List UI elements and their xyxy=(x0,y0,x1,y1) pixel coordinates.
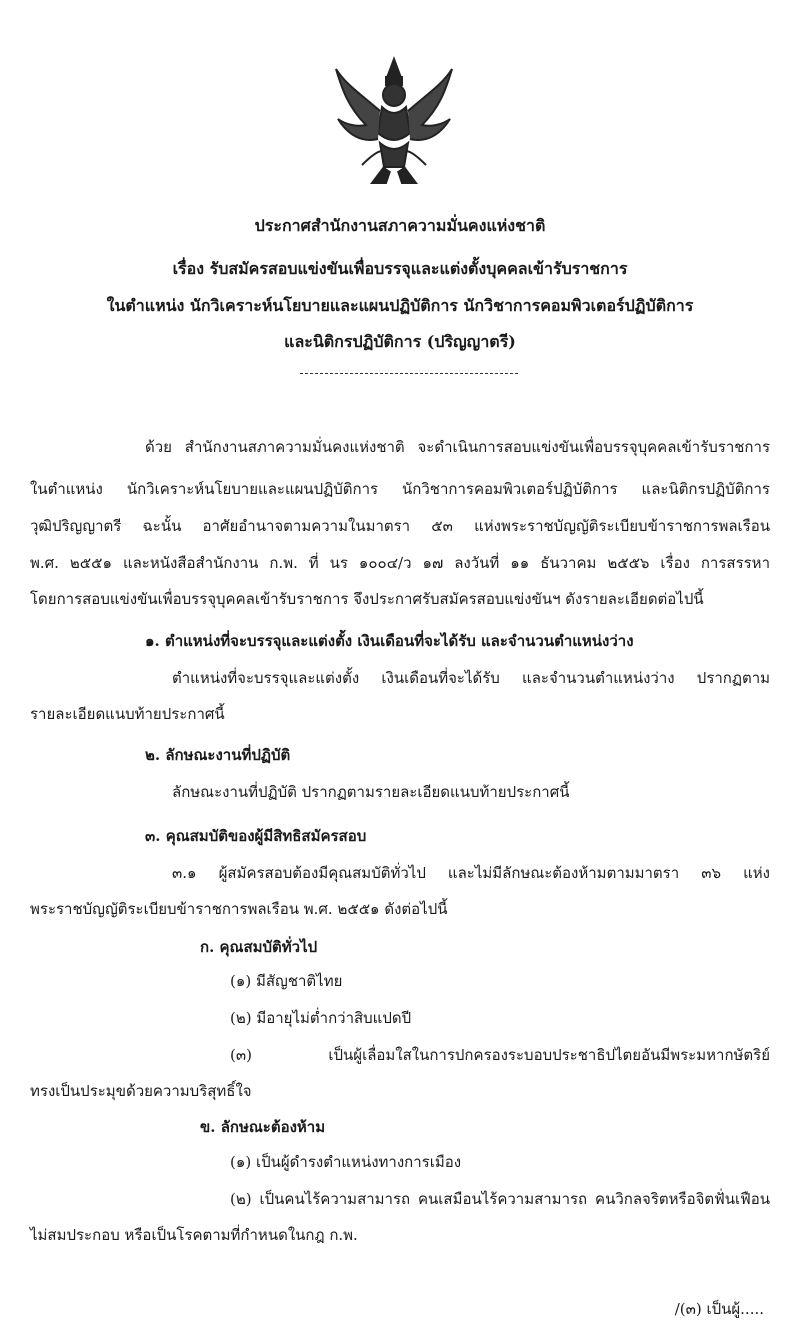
title-divider xyxy=(300,373,518,374)
intro-line-1: ด้วย สำนักงานสภาความมั่นคงแห่งชาติ จะดำเนินการสอบแข่งขันเพื่อบรรจุบุคคลเข้ารับราชการ xyxy=(145,438,770,456)
sub-b-heading: ข. ลักษณะต้องห้าม xyxy=(200,1118,326,1136)
title-subject: เรื่อง รับสมัครสอบแข่งขันเพื่อบรรจุและแต่งตั้งบุคคลเข้ารับราชการ xyxy=(172,259,628,278)
garuda-emblem-icon xyxy=(332,55,456,195)
section-1-line-2: รายละเอียดแนบท้ายประกาศนี้ xyxy=(30,705,225,723)
section-2-heading: ๒. ลักษณะงานที่ปฏิบัติ xyxy=(145,746,291,764)
title-line-1: ประกาศสำนักงานสภาความมั่นคงแห่งชาติ xyxy=(254,216,546,235)
intro-line-4: พ.ศ. ๒๕๕๑ และหนังสือสำนักงาน ก.พ. ที่ นร ๑๐๐๔/ว ๑๗ ลงวันที่ ๑๑ ธันวาคม ๒๕๕๖ เรื่อง การสรรหา xyxy=(30,554,770,572)
sub-a-item-3-cont: ทรงเป็นประมุขด้วยความบริสุทธิ์ใจ xyxy=(30,1082,252,1100)
title-line-3: ในตำแหน่ง นักวิเคราะห์นโยบายและแผนปฏิบัติการ นักวิชาการคอมพิวเตอร์ปฏิบัติการ xyxy=(106,296,694,315)
section-3-line-2: พระราชบัญญัติระเบียบข้าราชการพลเรือน พ.ศ. ๒๕๕๑ ดังต่อไปนี้ xyxy=(30,900,448,918)
sub-a-item-1: (๑) มีสัญชาติไทย xyxy=(230,972,343,990)
title-line-4: และนิติกรปฏิบัติการ (ปริญญาตรี) xyxy=(284,332,516,351)
continuation-marker: /(๓) เป็นผู้..... xyxy=(674,1300,764,1318)
section-2-text: ลักษณะงานที่ปฏิบัติ ปรากฏตามรายละเอียดแนบท้ายประกาศนี้ xyxy=(172,783,570,801)
section-1-heading: ๑. ตำแหน่งที่จะบรรจุและแต่งตั้ง เงินเดือนที่จะได้รับ และจำนวนตำแหน่งว่าง xyxy=(145,632,634,650)
intro-line-3: วุฒิปริญญาตรี ฉะนั้น อาศัยอำนาจตามความในมาตรา ๕๓ แห่งพระราชบัญญัติระเบียบข้าราชการพลเรือน xyxy=(30,517,770,535)
sub-b-item-1: (๑) เป็นผู้ดำรงตำแหน่งทางการเมือง xyxy=(230,1153,462,1171)
section-3-line-1: ๓.๑ ผู้สมัครสอบต้องมีคุณสมบัติทั่วไป และไม่มีลักษณะต้องห้ามตามมาตรา ๓๖ แห่ง xyxy=(172,864,770,882)
intro-line-2: ในตำแหน่ง นักวิเคราะห์นโยบายและแผนปฏิบัติการ นักวิชาการคอมพิวเตอร์ปฏิบัติการ และนิติกรปฏิบัติการ xyxy=(30,480,770,498)
sub-a-heading: ก. คุณสมบัติทั่วไป xyxy=(200,938,318,956)
sub-b-item-2-cont: ไม่สมประกอบ หรือเป็นโรคตามที่กำหนดในกฎ ก.พ. xyxy=(30,1226,358,1244)
sub-b-item-2: (๒) เป็นคนไร้ความสามารถ คนเสมือนไร้ความสามารถ คนวิกลจริตหรือจิตฟั่นเฟือน xyxy=(230,1190,770,1208)
sub-a-item-2: (๒) มีอายุไม่ต่ำกว่าสิบแปดปี xyxy=(230,1009,412,1027)
sub-a-item-3: (๓) เป็นผู้เลื่อมใสในการปกครองระบอบประชาธิปไตยอันมีพระมหากษัตริย์ xyxy=(230,1046,770,1064)
section-3-heading: ๓. คุณสมบัติของผู้มีสิทธิสมัครสอบ xyxy=(145,827,367,845)
section-1-line-1: ตำแหน่งที่จะบรรจุและแต่งตั้ง เงินเดือนที่จะได้รับ และจำนวนตำแหน่งว่าง ปรากฏตาม xyxy=(172,669,770,687)
intro-line-5: โดยการสอบแข่งขันเพื่อบรรจุบุคคลเข้ารับราชการ จึงประกาศรับสมัครสอบแข่งขันฯ ดังรายละเอียดต่อไปนี้ xyxy=(30,590,704,608)
